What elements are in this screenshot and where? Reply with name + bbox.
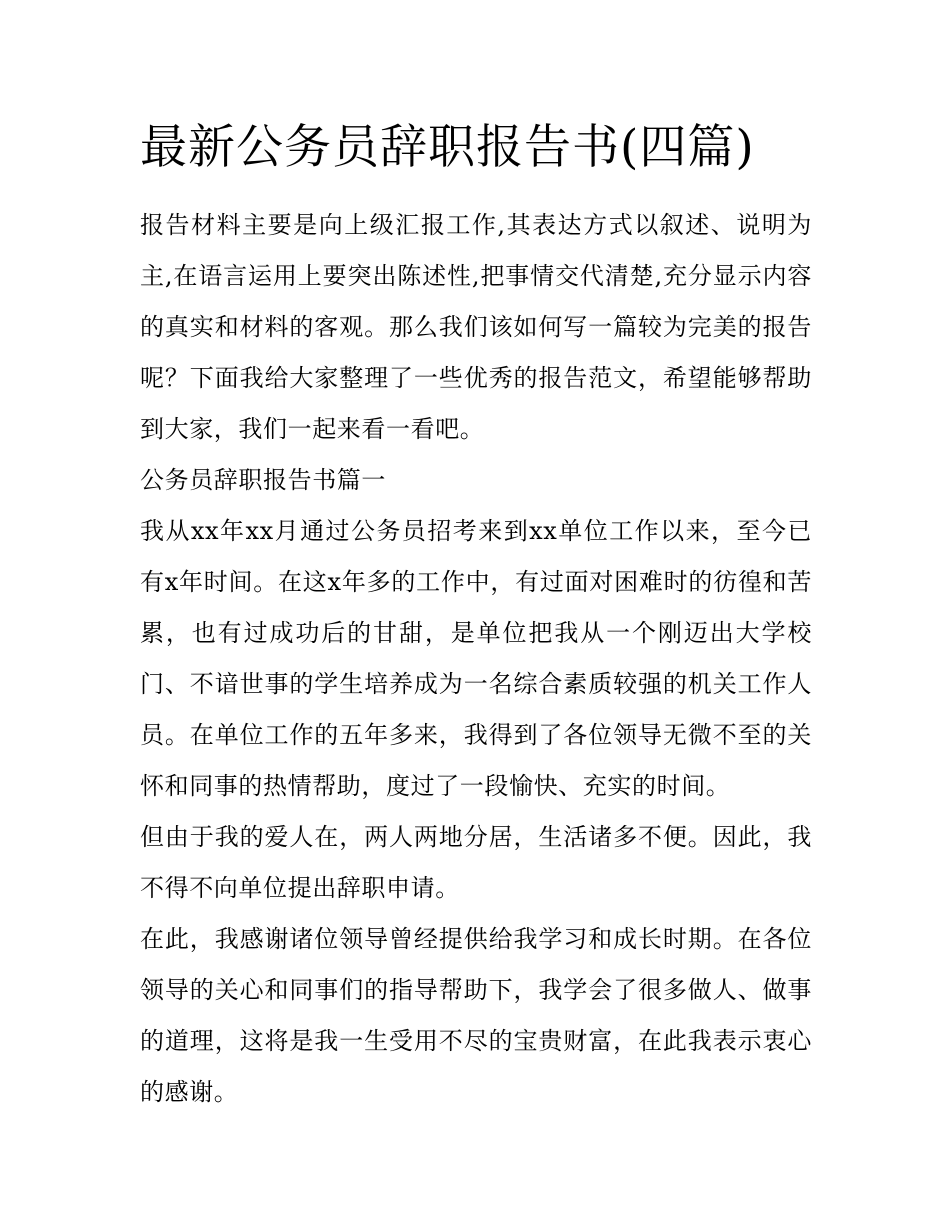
body-paragraph-3: 在此，我感谢诸位领导曾经提供给我学习和成长时期。在各位领导的关心和同事们的指导帮助下，我学会了很多做人、做事的道理，这将是我一生受用不尽的宝贵财富，在此我表示衷心的感谢。	[140, 925, 812, 1106]
body-paragraph-2: 但由于我的爱人在，两人两地分居，生活诸多不便。因此，我不得不向单位提出辞职申请。	[140, 823, 812, 902]
document-title: 最新公务员辞职报告书(四篇)	[140, 120, 755, 175]
document-body	[140, 200, 812, 1118]
section-heading: 公务员辞职报告书篇一	[140, 466, 386, 494]
body-paragraph-1: 我从xx年xx月通过公务员招考来到xx单位工作以来，至今已有x年时间。在这x年多的工作中，有过面对困难时的彷徨和苦累，也有过成功后的甘甜，是单位把我从一个刚迈出大学校门、不谙世事的学生培养成为一名综合素质较强的机关工作人员。在单位工作的五年多来，我得到了各位领导无微不至的关怀和同事的热情帮助，度过了一段愉快、充实的时间。	[140, 517, 812, 800]
intro-paragraph: 报告材料主要是向上级汇报工作,其表达方式以叙述、说明为主,在语言运用上要突出陈述性,把事情交代清楚,充分显示内容的真实和材料的客观。那么我们该如何写一篇较为完美的报告呢？下面我给大家整理了一些优秀的报告范文，希望能够帮助到大家，我们一起来看一看吧。	[140, 211, 812, 443]
